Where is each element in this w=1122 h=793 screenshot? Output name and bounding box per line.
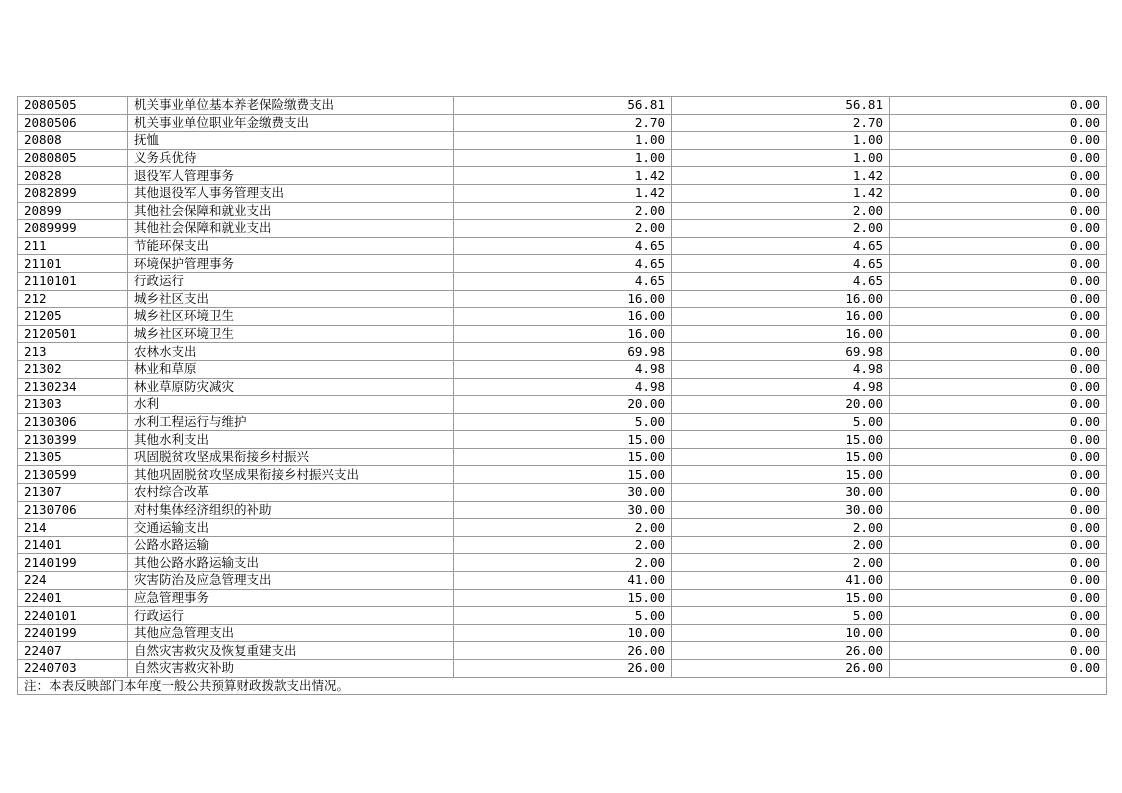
project-expense-cell: 0.00 [890,501,1107,519]
basic-expense-cell: 4.98 [672,378,890,396]
basic-expense-cell: 2.00 [672,536,890,554]
subject-name-cell: 其他水利支出 [128,431,454,449]
total-amount-cell: 4.65 [454,272,672,290]
project-expense-cell: 0.00 [890,378,1107,396]
table-row [18,572,1107,590]
basic-expense-cell: 4.65 [672,237,890,255]
project-expense-cell: 0.00 [890,184,1107,202]
subject-name-cell: 环境保护管理事务 [128,255,454,273]
subject-code-cell: 20808 [18,132,128,150]
subject-code-cell: 214 [18,519,128,537]
total-amount-cell: 30.00 [454,501,672,519]
subject-name-cell: 林业草原防灾减灾 [128,378,454,396]
subject-code-cell: 2140199 [18,554,128,572]
total-amount-cell: 1.00 [454,132,672,150]
basic-expense-cell: 15.00 [672,448,890,466]
basic-expense-cell: 56.81 [672,97,890,115]
total-amount-cell: 4.98 [454,378,672,396]
project-expense-cell: 0.00 [890,607,1107,625]
subject-name-cell: 退役军人管理事务 [128,167,454,185]
table-row [18,132,1107,150]
subject-name-cell: 灾害防治及应急管理支出 [128,572,454,590]
subject-name-cell: 其他社会保障和就业支出 [128,220,454,238]
subject-code-cell: 21205 [18,308,128,326]
basic-expense-cell: 2.70 [672,114,890,132]
table-row [18,167,1107,185]
subject-name-cell: 城乡社区环境卫生 [128,325,454,343]
basic-expense-cell: 2.00 [672,554,890,572]
subject-code-cell: 2120501 [18,325,128,343]
subject-code-cell: 2130234 [18,378,128,396]
subject-code-cell: 2240199 [18,624,128,642]
total-amount-cell: 26.00 [454,642,672,660]
project-expense-cell: 0.00 [890,255,1107,273]
basic-expense-cell: 41.00 [672,572,890,590]
basic-expense-cell: 5.00 [672,413,890,431]
table-row [18,607,1107,625]
table-row [18,97,1107,115]
subject-name-cell: 农村综合改革 [128,484,454,502]
subject-code-cell: 2130599 [18,466,128,484]
subject-name-cell: 自然灾害救灾及恢复重建支出 [128,642,454,660]
subject-name-cell: 农林水支出 [128,343,454,361]
project-expense-cell: 0.00 [890,660,1107,678]
subject-name-cell: 行政运行 [128,272,454,290]
subject-name-cell: 自然灾害救灾补助 [128,660,454,678]
total-amount-cell: 2.00 [454,554,672,572]
table-row [18,413,1107,431]
subject-code-cell: 21302 [18,360,128,378]
table-row [18,290,1107,308]
total-amount-cell: 4.65 [454,255,672,273]
subject-code-cell: 2130399 [18,431,128,449]
subject-name-cell: 义务兵优待 [128,149,454,167]
total-amount-cell: 2.00 [454,202,672,220]
basic-expense-cell: 2.00 [672,202,890,220]
table-row [18,325,1107,343]
total-amount-cell: 20.00 [454,396,672,414]
basic-expense-cell: 15.00 [672,589,890,607]
table-row [18,466,1107,484]
table-row [18,360,1107,378]
basic-expense-cell: 2.00 [672,519,890,537]
project-expense-cell: 0.00 [890,624,1107,642]
project-expense-cell: 0.00 [890,97,1107,115]
subject-name-cell: 水利工程运行与维护 [128,413,454,431]
basic-expense-cell: 4.65 [672,255,890,273]
project-expense-cell: 0.00 [890,466,1107,484]
project-expense-cell: 0.00 [890,132,1107,150]
table-row [18,660,1107,678]
subject-code-cell: 213 [18,343,128,361]
table-row [18,255,1107,273]
table-row [18,237,1107,255]
budget-sheet [17,96,1106,695]
note-row [18,677,1107,695]
table-note: 注：本表反映部门本年度一般公共预算财政拨款支出情况。 [18,677,1107,695]
total-amount-cell: 16.00 [454,308,672,326]
budget-table [17,96,1107,695]
basic-expense-cell: 16.00 [672,325,890,343]
subject-code-cell: 21303 [18,396,128,414]
table-row [18,396,1107,414]
subject-name-cell: 其他巩固脱贫攻坚成果衔接乡村振兴支出 [128,466,454,484]
subject-name-cell: 其他社会保障和就业支出 [128,202,454,220]
subject-name-cell: 公路水路运输 [128,536,454,554]
total-amount-cell: 2.70 [454,114,672,132]
project-expense-cell: 0.00 [890,308,1107,326]
total-amount-cell: 5.00 [454,607,672,625]
basic-expense-cell: 5.00 [672,607,890,625]
basic-expense-cell: 4.98 [672,360,890,378]
subject-code-cell: 224 [18,572,128,590]
basic-expense-cell: 16.00 [672,308,890,326]
table-row [18,149,1107,167]
subject-name-cell: 城乡社区支出 [128,290,454,308]
subject-name-cell: 林业和草原 [128,360,454,378]
subject-code-cell: 211 [18,237,128,255]
project-expense-cell: 0.00 [890,536,1107,554]
table-row [18,642,1107,660]
project-expense-cell: 0.00 [890,290,1107,308]
project-expense-cell: 0.00 [890,237,1107,255]
table-row [18,343,1107,361]
subject-code-cell: 2080505 [18,97,128,115]
basic-expense-cell: 1.00 [672,149,890,167]
project-expense-cell: 0.00 [890,572,1107,590]
subject-name-cell: 其他退役军人事务管理支出 [128,184,454,202]
total-amount-cell: 15.00 [454,448,672,466]
project-expense-cell: 0.00 [890,325,1107,343]
project-expense-cell: 0.00 [890,360,1107,378]
subject-code-cell: 21307 [18,484,128,502]
subject-code-cell: 2110101 [18,272,128,290]
subject-code-cell: 2089999 [18,220,128,238]
subject-code-cell: 20828 [18,167,128,185]
subject-code-cell: 2080506 [18,114,128,132]
table-row [18,308,1107,326]
table-row [18,624,1107,642]
project-expense-cell: 0.00 [890,114,1107,132]
basic-expense-cell: 30.00 [672,501,890,519]
total-amount-cell: 26.00 [454,660,672,678]
subject-code-cell: 2130306 [18,413,128,431]
project-expense-cell: 0.00 [890,396,1107,414]
basic-expense-cell: 15.00 [672,466,890,484]
table-row [18,272,1107,290]
total-amount-cell: 10.00 [454,624,672,642]
subject-code-cell: 2082899 [18,184,128,202]
subject-code-cell: 21401 [18,536,128,554]
basic-expense-cell: 30.00 [672,484,890,502]
basic-expense-cell: 2.00 [672,220,890,238]
total-amount-cell: 69.98 [454,343,672,361]
total-amount-cell: 1.42 [454,184,672,202]
total-amount-cell: 56.81 [454,97,672,115]
basic-expense-cell: 1.42 [672,184,890,202]
subject-name-cell: 其他应急管理支出 [128,624,454,642]
total-amount-cell: 15.00 [454,466,672,484]
subject-code-cell: 2240703 [18,660,128,678]
project-expense-cell: 0.00 [890,554,1107,572]
table-row [18,484,1107,502]
total-amount-cell: 4.65 [454,237,672,255]
project-expense-cell: 0.00 [890,272,1107,290]
subject-code-cell: 22401 [18,589,128,607]
total-amount-cell: 15.00 [454,589,672,607]
basic-expense-cell: 26.00 [672,660,890,678]
table-row [18,501,1107,519]
project-expense-cell: 0.00 [890,448,1107,466]
subject-code-cell: 212 [18,290,128,308]
subject-name-cell: 交通运输支出 [128,519,454,537]
total-amount-cell: 5.00 [454,413,672,431]
table-row [18,554,1107,572]
subject-code-cell: 21101 [18,255,128,273]
table-row [18,114,1107,132]
project-expense-cell: 0.00 [890,343,1107,361]
total-amount-cell: 4.98 [454,360,672,378]
total-amount-cell: 16.00 [454,290,672,308]
table-body [18,97,1107,678]
project-expense-cell: 0.00 [890,167,1107,185]
total-amount-cell: 1.00 [454,149,672,167]
project-expense-cell: 0.00 [890,484,1107,502]
basic-expense-cell: 1.42 [672,167,890,185]
table-row [18,202,1107,220]
basic-expense-cell: 15.00 [672,431,890,449]
table-row [18,184,1107,202]
table-row [18,220,1107,238]
subject-name-cell: 抚恤 [128,132,454,150]
table-row [18,536,1107,554]
subject-code-cell: 21305 [18,448,128,466]
basic-expense-cell: 1.00 [672,132,890,150]
subject-name-cell: 其他公路水路运输支出 [128,554,454,572]
basic-expense-cell: 16.00 [672,290,890,308]
subject-name-cell: 水利 [128,396,454,414]
total-amount-cell: 1.42 [454,167,672,185]
total-amount-cell: 41.00 [454,572,672,590]
subject-name-cell: 节能环保支出 [128,237,454,255]
subject-name-cell: 城乡社区环境卫生 [128,308,454,326]
table-row [18,431,1107,449]
subject-name-cell: 巩固脱贫攻坚成果衔接乡村振兴 [128,448,454,466]
basic-expense-cell: 69.98 [672,343,890,361]
total-amount-cell: 2.00 [454,536,672,554]
subject-name-cell: 对村集体经济组织的补助 [128,501,454,519]
subject-code-cell: 20899 [18,202,128,220]
basic-expense-cell: 20.00 [672,396,890,414]
project-expense-cell: 0.00 [890,202,1107,220]
basic-expense-cell: 4.65 [672,272,890,290]
subject-name-cell: 机关事业单位基本养老保险缴费支出 [128,97,454,115]
project-expense-cell: 0.00 [890,149,1107,167]
total-amount-cell: 2.00 [454,220,672,238]
project-expense-cell: 0.00 [890,642,1107,660]
subject-name-cell: 应急管理事务 [128,589,454,607]
table-row [18,448,1107,466]
basic-expense-cell: 10.00 [672,624,890,642]
subject-code-cell: 2240101 [18,607,128,625]
project-expense-cell: 0.00 [890,413,1107,431]
total-amount-cell: 2.00 [454,519,672,537]
project-expense-cell: 0.00 [890,589,1107,607]
subject-code-cell: 2130706 [18,501,128,519]
subject-code-cell: 22407 [18,642,128,660]
project-expense-cell: 0.00 [890,220,1107,238]
subject-name-cell: 机关事业单位职业年金缴费支出 [128,114,454,132]
subject-code-cell: 2080805 [18,149,128,167]
table-row [18,519,1107,537]
project-expense-cell: 0.00 [890,519,1107,537]
subject-name-cell: 行政运行 [128,607,454,625]
table-row [18,589,1107,607]
project-expense-cell: 0.00 [890,431,1107,449]
total-amount-cell: 30.00 [454,484,672,502]
basic-expense-cell: 26.00 [672,642,890,660]
total-amount-cell: 15.00 [454,431,672,449]
total-amount-cell: 16.00 [454,325,672,343]
table-row [18,378,1107,396]
